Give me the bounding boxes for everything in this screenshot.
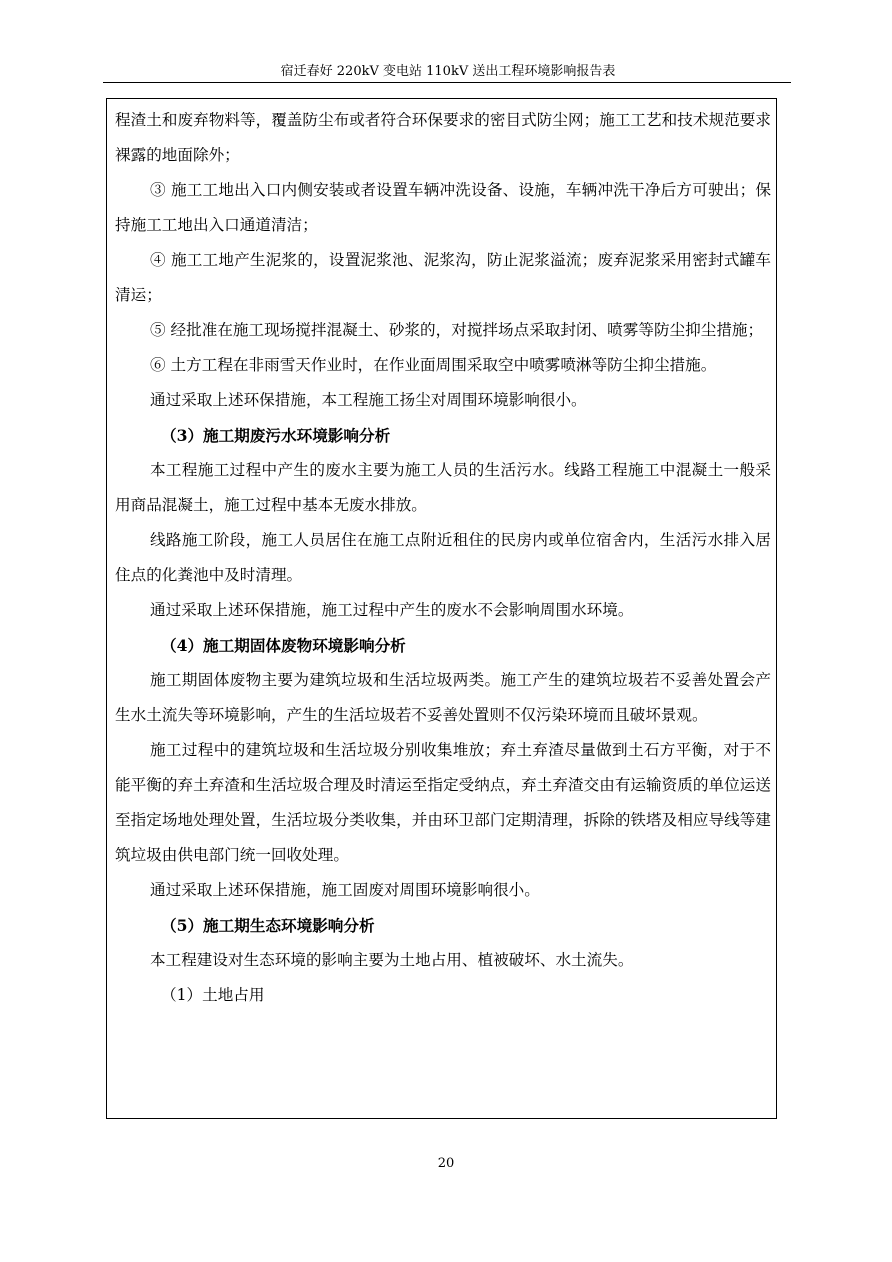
paragraph: 程渣土和废弃物料等，覆盖防尘布或者符合环保要求的密目式防尘网；施工工艺和技术规范要求裸露的地面除外； — [115, 111, 771, 164]
paragraph: 施工过程中的建筑垃圾和生活垃圾分别收集堆放；弃土弃渣尽量做到土石方平衡，对于不能平衡的弃土弃渣和生活垃圾合理及时清运至指定受纳点，弃土弃渣交由有运输资质的单位运送至指定场地处理处置，生活垃圾分类收集，并由环卫部门定期清理，拆除的铁塔及相应导线等建筑垃圾由供电部门统一回收处理。 — [115, 741, 771, 864]
paragraph: 线路施工阶段，施工人员居住在施工点附近租住的民房内或单位宿舍内，生活污水排入居住点的化粪池中及时清理。 — [115, 531, 771, 584]
paragraph: ④ 施工工地产生泥浆的，设置泥浆池、泥浆沟，防止泥浆溢流；废弃泥浆采用密封式罐车清运； — [115, 251, 771, 304]
section-heading: （4）施工期固体废物环境影响分析 — [161, 636, 406, 655]
paragraph: 通过采取上述环保措施，施工过程中产生的废水不会影响周围水环境。 — [150, 601, 634, 619]
header-rule — [103, 82, 791, 83]
page-number: 20 — [437, 1156, 455, 1171]
section-heading: （3）施工期废污水环境影响分析 — [161, 426, 391, 445]
subsection-heading: （1）土地占用 — [161, 986, 265, 1004]
paragraph: ⑤ 经批准在施工现场搅拌混凝土、砂浆的，对搅拌场点采取封闭、喷雾等防尘抑尘措施； — [150, 321, 764, 339]
paragraph: 通过采取上述环保措施，本工程施工扬尘对周围环境影响很小。 — [150, 391, 587, 409]
paragraph: 本工程施工过程中产生的废水主要为施工人员的生活污水。线路工程施工中混凝土一般采用商品混凝土，施工过程中基本无废水排放。 — [115, 461, 771, 514]
paragraph: 本工程建设对生态环境的影响主要为土地占用、植被破坏、水土流失。 — [150, 951, 634, 969]
paragraph: 施工期固体废物主要为建筑垃圾和生活垃圾两类。施工产生的建筑垃圾若不妥善处置会产生水土流失等环境影响，产生的生活垃圾若不妥善处置则不仅污染环境而且破坏景观。 — [115, 671, 771, 724]
running-header: 宿迁春好 220kV 变电站 110kV 送出工程环境影响报告表 — [280, 64, 616, 79]
paragraph: 通过采取上述环保措施，施工固废对周围环境影响很小。 — [150, 881, 540, 899]
paragraph: ③ 施工工地出入口内侧安装或者设置车辆冲洗设备、设施，车辆冲洗干净后方可驶出；保持施工工地出入口通道清洁； — [115, 181, 771, 234]
document-body — [115, 103, 771, 1013]
section-heading: （5）施工期生态环境影响分析 — [161, 916, 375, 935]
paragraph: ⑥ 土方工程在非雨雪天作业时，在作业面周围采取空中喷雾喷淋等防尘抑尘措施。 — [150, 356, 717, 374]
